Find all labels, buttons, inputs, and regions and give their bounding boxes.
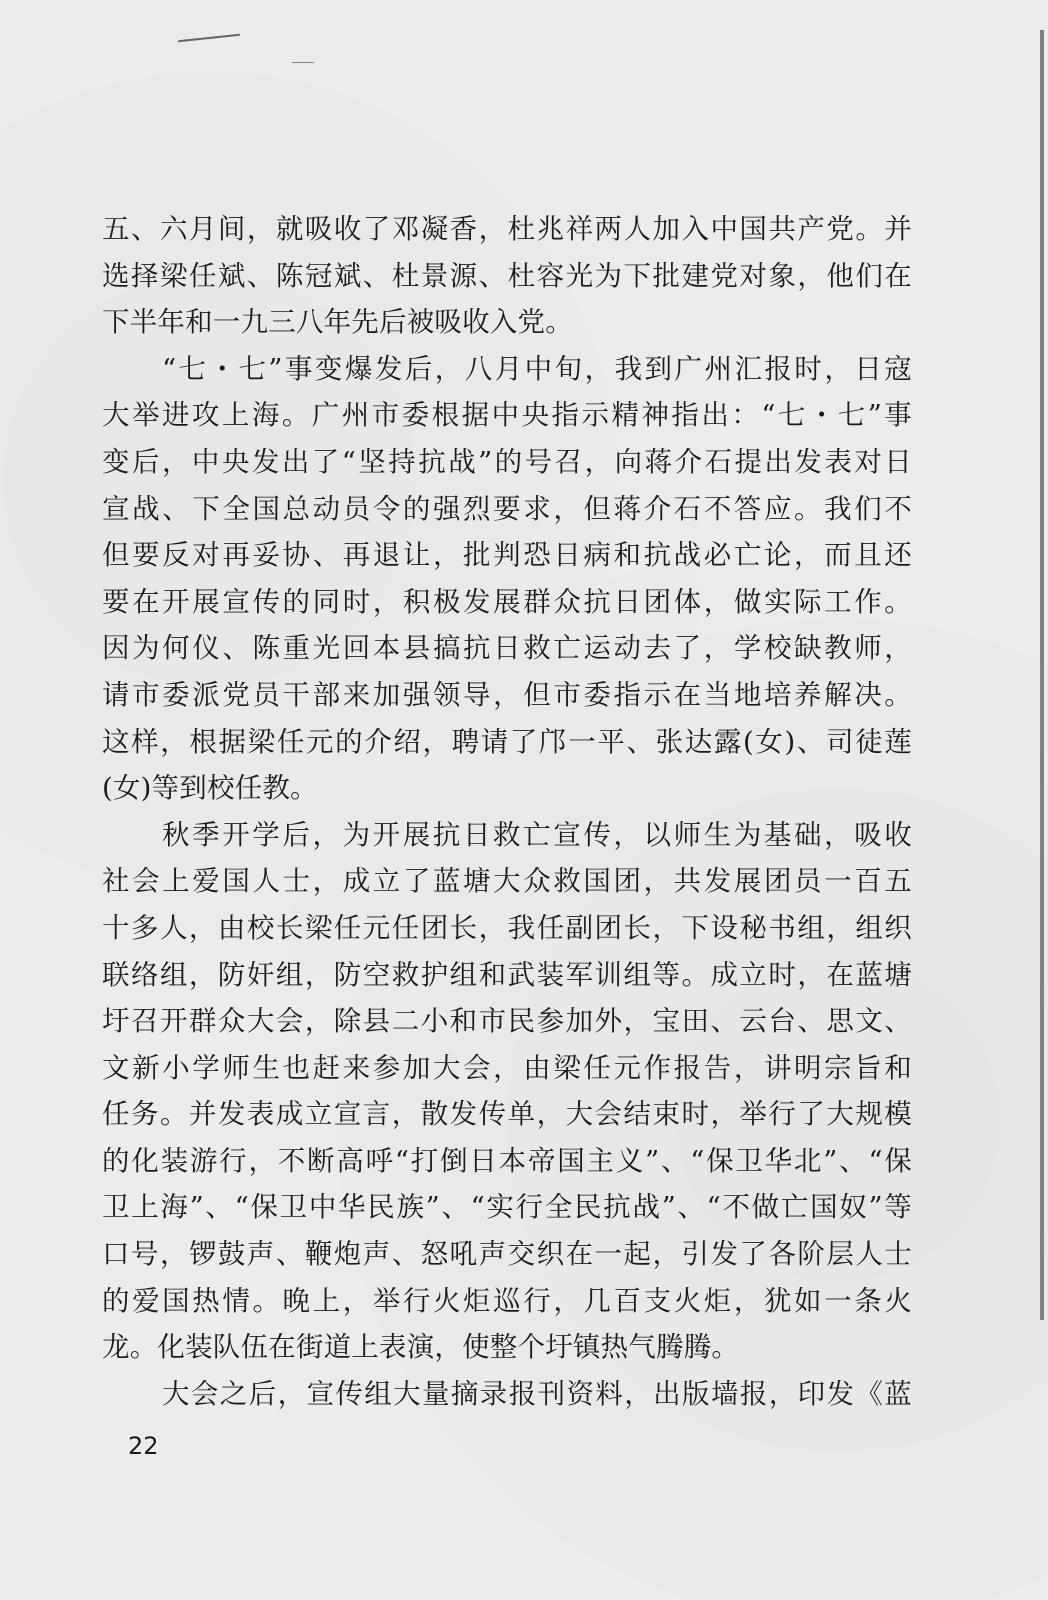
- text-line: 龙。化装队伍在街道上表演，使整个圩镇热气腾腾。: [102, 1331, 740, 1364]
- text-line: 这样，根据梁任元的介绍，聘请了邝一平、张达露(女)、司徒莲: [102, 725, 912, 758]
- scan-artifact-top: [178, 34, 240, 42]
- text-line: 联络组，防奸组，防空救护组和武装军训组等。成立时，在蓝塘: [102, 958, 912, 991]
- text-line: 五、六月间，就吸收了邓凝香，杜兆祥两人加入中国共产党。并: [102, 213, 912, 245]
- text-line: 任务。并发表成立宣言，散发传单，大会结束时，举行了大规模: [102, 1098, 912, 1131]
- text-line: 请市委派党员干部来加强领导，但市委指示在当地培养解决。: [102, 678, 912, 711]
- text-line: 宣战、下全国总动员令的强烈要求，但蒋介石不答应。我们不: [102, 492, 912, 525]
- body-text: [102, 206, 912, 1417]
- scan-artifact-top-small: [292, 62, 314, 63]
- text-line: 社会上爱国人士，成立了蓝塘大众救国团，共发展团员一百五: [102, 865, 912, 898]
- text-line: 的爱国热情。晚上，举行火炬巡行，几百支火炬，犹如一条火: [102, 1284, 912, 1317]
- text-line: 卫上海”、“保卫中华民族”、“实行全民抗战”、“不做亡国奴”等: [102, 1191, 912, 1224]
- text-line: (女)等到校任教。: [102, 772, 318, 805]
- text-line: 的化装游行，不断高呼“打倒日本帝国主义”、“保卫华北”、“保: [102, 1144, 912, 1177]
- paragraph-start-line: “七・七”事变爆发后，八月中旬，我到广州汇报时，日寇: [162, 352, 912, 385]
- text-line: 但要反对再妥协、再退让，批判恐日病和抗战必亡论，而且还: [102, 539, 912, 572]
- text-line: 因为何仪、陈重光回本县搞抗日救亡运动去了，学校缺教师，: [102, 632, 912, 665]
- text-line: 口号，锣鼓声、鞭炮声、怒吼声交织在一起，引发了各阶层人士: [102, 1238, 912, 1271]
- text-line: 十多人，由校长梁任元任团长，我任副团长，下设秘书组，组织: [102, 911, 912, 944]
- text-line: 圩召开群众大会，除县二小和市民参加外，宝田、云台、思文、: [102, 1005, 912, 1038]
- page-number: 22: [128, 1432, 159, 1460]
- text-line: 下半年和一九三八年先后被吸收入党。: [102, 306, 573, 339]
- paragraph-start-line: 秋季开学后，为开展抗日救亡宣传，以师生为基础，吸收: [162, 818, 912, 851]
- text-line: 变后，中央发出了“坚持抗战”的号召，向蒋介石提出发表对日: [102, 445, 912, 478]
- text-line: 大举进攻上海。广州市委根据中央指示精神指出：“七・七”事: [102, 399, 912, 432]
- text-line: 文新小学师生也赶来参加大会，由梁任元作报告，讲明宗旨和: [102, 1051, 912, 1084]
- scan-artifact-right-edge: [1040, 30, 1044, 1320]
- text-line: 选择梁任斌、陈冠斌、杜景源、杜容光为下批建党对象，他们在: [102, 259, 912, 292]
- text-line: 要在开展宣传的同时，积极发展群众抗日团体，做实际工作。: [102, 585, 912, 618]
- paragraph-start-line: 大会之后，宣传组大量摘录报刊资料，出版墙报，印发《蓝: [162, 1377, 912, 1410]
